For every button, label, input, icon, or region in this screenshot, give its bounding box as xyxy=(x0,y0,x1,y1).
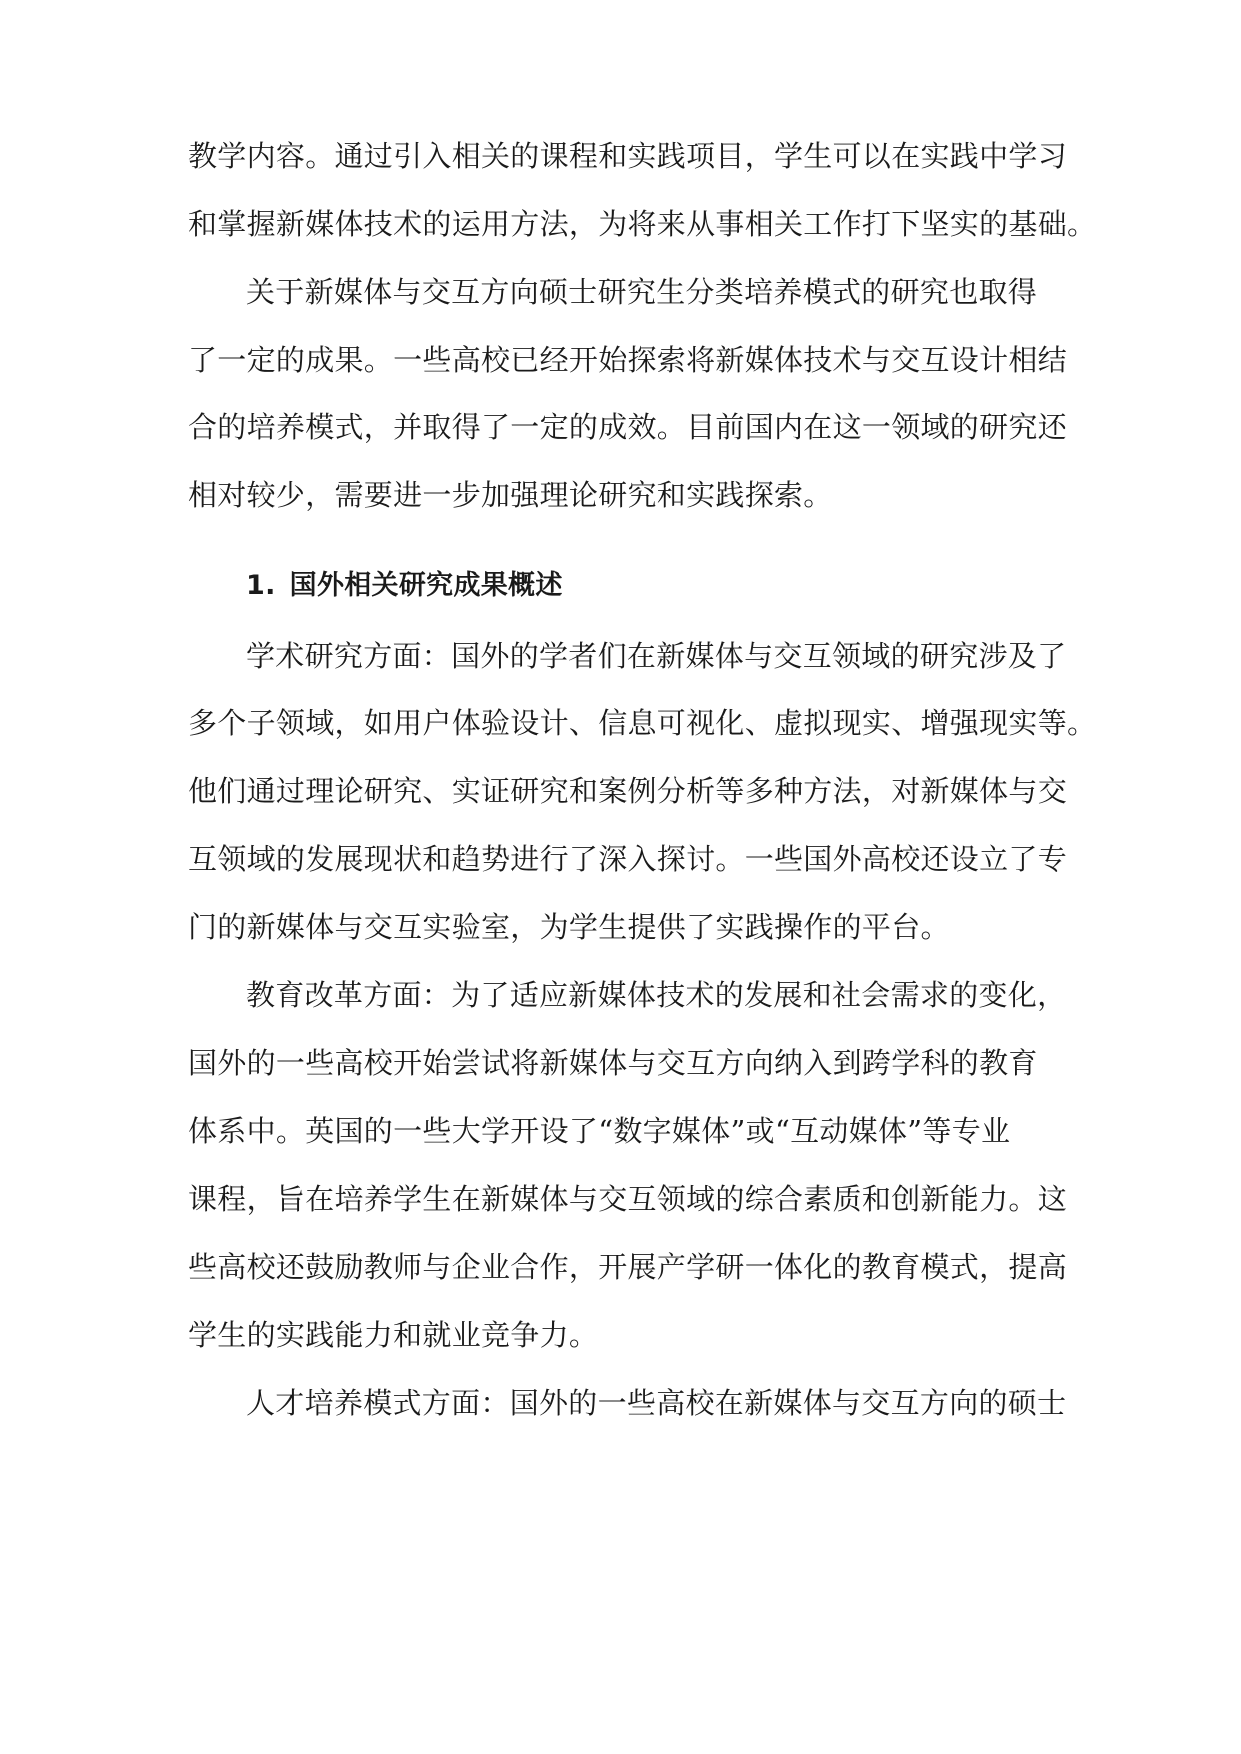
paragraph-1-line-2: 和掌握新媒体技术的运用方法，为将来从事相关工作打下坚实的基础。 xyxy=(188,207,1097,241)
paragraph-3-line-4: 互领域的发展现状和趋势进行了深入探讨。一些国外高校还设立了专 xyxy=(188,842,1068,876)
paragraph-4-line-4: 课程，旨在培养学生在新媒体与交互领域的综合素质和创新能力。这 xyxy=(188,1182,1068,1216)
paragraph-3-line-2: 多个子领域，如用户体验设计、信息可视化、虚拟现实、增强现实等。 xyxy=(188,706,1097,740)
paragraph-4-line-5: 些高校还鼓励教师与企业合作，开展产学研一体化的教育模式，提高 xyxy=(188,1250,1068,1284)
paragraph-1-line-1: 教学内容。通过引入相关的课程和实践项目，学生可以在实践中学习 xyxy=(188,139,1068,173)
paragraph-4-line-2: 国外的一些高校开始尝试将新媒体与交互方向纳入到跨学科的教育 xyxy=(188,1046,1038,1080)
paragraph-4-line-6: 学生的实践能力和就业竞争力。 xyxy=(188,1318,599,1352)
paragraph-2-line-3: 合的培养模式，并取得了一定的成效。目前国内在这一领域的研究还 xyxy=(188,410,1068,444)
paragraph-2-line-1: 关于新媒体与交互方向硕士研究生分类培养模式的研究也取得 xyxy=(246,275,1038,309)
section-heading-number: 1. xyxy=(246,570,276,601)
paragraph-3-line-5: 门的新媒体与交互实验室，为学生提供了实践操作的平台。 xyxy=(188,910,950,944)
paragraph-2-line-2: 了一定的成果。一些高校已经开始探索将新媒体技术与交互设计相结 xyxy=(188,343,1068,377)
section-heading-title: 国外相关研究成果概述 xyxy=(289,570,563,601)
paragraph-4-line-3: 体系中。英国的一些大学开设了“数字媒体”或“互动媒体”等专业 xyxy=(188,1114,1011,1148)
paragraph-3-line-1: 学术研究方面：国外的学者们在新媒体与交互领域的研究涉及了 xyxy=(246,639,1067,673)
paragraph-3-line-3: 他们通过理论研究、实证研究和案例分析等多种方法，对新媒体与交 xyxy=(188,774,1068,808)
section-heading xyxy=(246,566,563,606)
paragraph-5-line-1: 人才培养模式方面：国外的一些高校在新媒体与交互方向的硕士 xyxy=(246,1386,1067,1420)
paragraph-2-line-4: 相对较少，需要进一步加强理论研究和实践探索。 xyxy=(188,478,833,512)
paragraph-4-line-1: 教育改革方面：为了适应新媒体技术的发展和社会需求的变化， xyxy=(246,978,1067,1012)
